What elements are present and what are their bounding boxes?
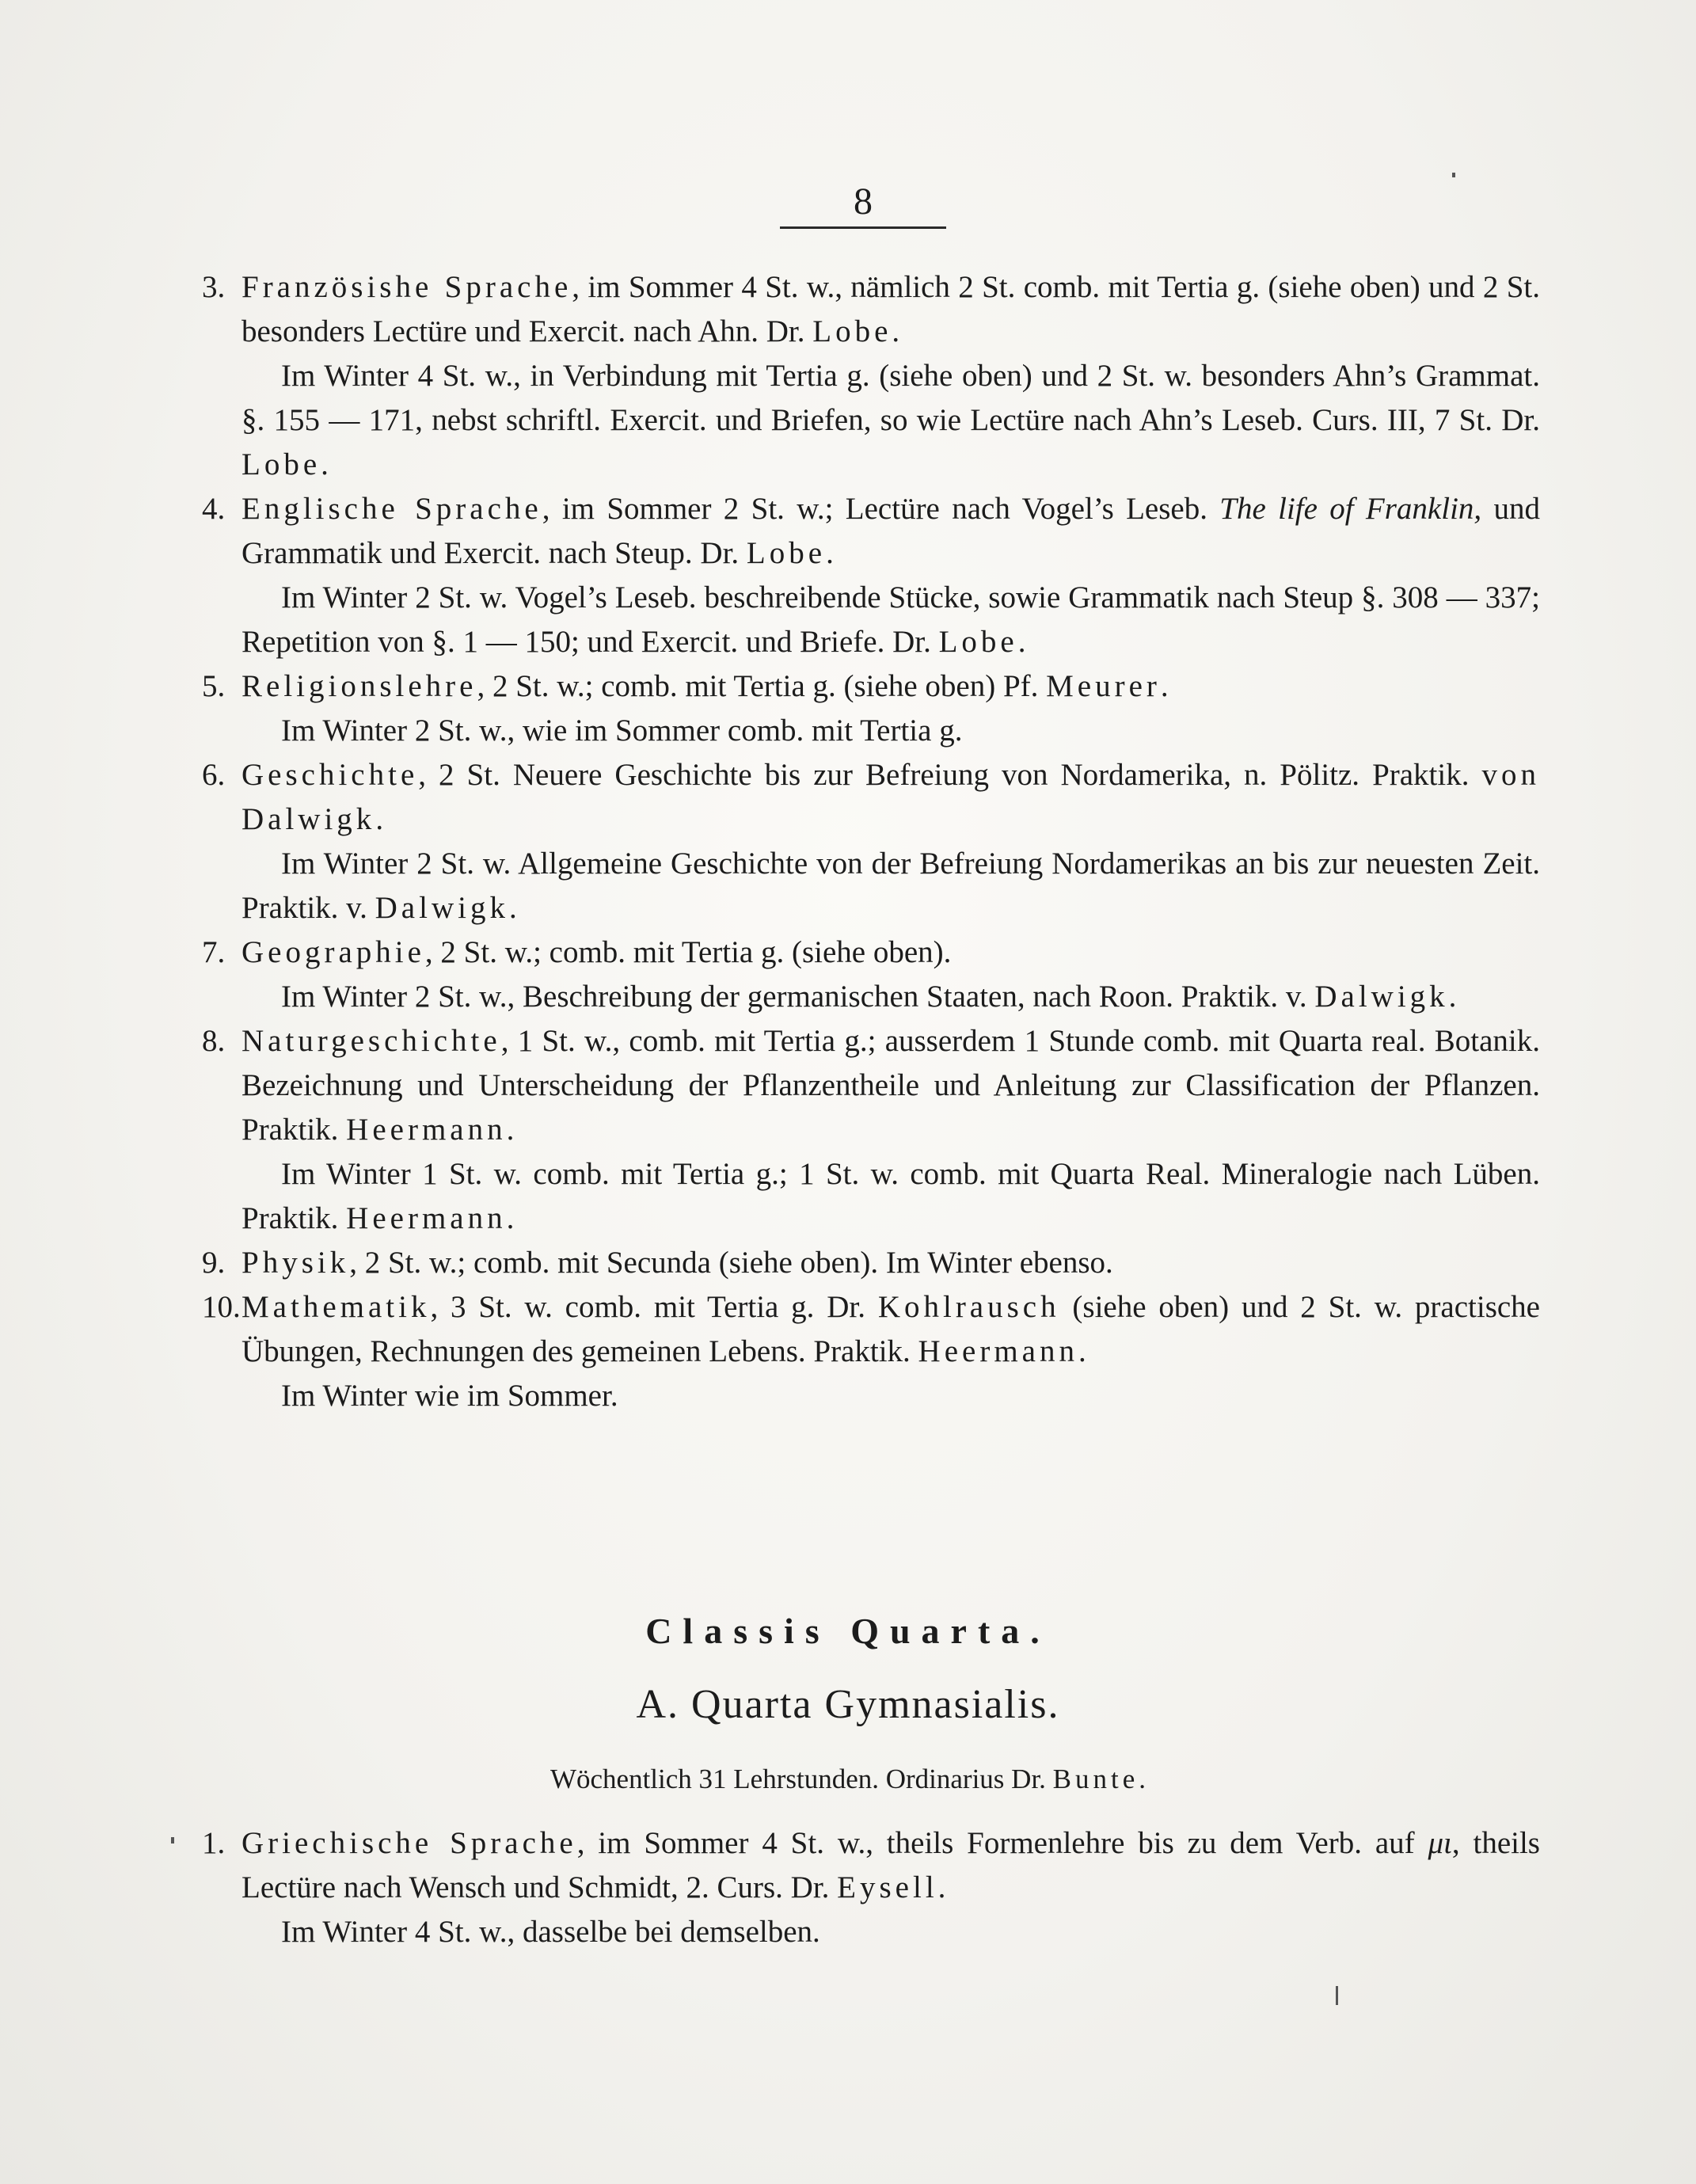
teacher-name: Lobe	[241, 447, 321, 481]
item-number: 8.	[202, 1024, 226, 1058]
winter-tail: .	[321, 447, 329, 481]
list-item	[202, 265, 1540, 354]
item-text-2: (siehe oben) und 2 St. w. practische Übungen, Rechnungen des gemeinen Lebens. Praktik.	[241, 1290, 1540, 1368]
winter-body: Im Winter 1 St. w. comb. mit Tertia g.; 1 St. w. comb. mit Quarta Real. Mineralogie nach Lüben. Praktik.	[241, 1157, 1540, 1235]
teacher-name: Dalwigk	[375, 891, 509, 925]
list-item	[202, 753, 1540, 842]
item-text: , 2 St. w.; comb. mit Secunda (siehe oben). Im Winter ebenso.	[349, 1246, 1113, 1280]
winter-body: Im Winter 4 St. w., dasselbe bei demselben.	[281, 1915, 820, 1949]
winter-text	[202, 576, 1540, 664]
scan-speck	[1336, 1986, 1338, 2005]
list-item	[202, 1821, 1540, 1910]
winter-body: Im Winter 2 St. w., wie im Sommer comb. mit Tertia g.	[281, 713, 963, 748]
winter-body: Im Winter 2 St. w. Vogel’s Leseb. beschreibende Stücke, sowie Grammatik nach Steup §. 308 — 337; Repetition von §. 1 — 150; und Exercit. und Briefe. Dr.	[241, 580, 1540, 659]
item-tail: .	[375, 802, 384, 836]
scan-speck	[1452, 173, 1455, 177]
subject-title: Geographie	[241, 935, 425, 969]
item-text: , im Sommer 2 St. w.; Lectüre nach Vogel’s Leseb.	[542, 492, 1220, 526]
item-text: , 3 St. w. comb. mit Tertia g. Dr.	[430, 1290, 878, 1324]
subject-title: Mathematik	[241, 1290, 431, 1324]
winter-text	[202, 1152, 1540, 1241]
item-number: 7.	[202, 935, 226, 969]
winter-body: Im Winter 2 St. w., Beschreibung der germanischen Staaten, nach Roon. Praktik. v.	[281, 980, 1315, 1014]
subject-title: Französishe Sprache	[241, 270, 572, 304]
item-tail: .	[1160, 669, 1169, 703]
teacher-name: von Dalwigk	[241, 758, 1540, 836]
teacher-name: Heermann	[346, 1201, 507, 1235]
item-text: , 2 St. w.; comb. mit Tertia g. (siehe oben) Pf.	[477, 669, 1047, 703]
course-list	[202, 265, 1540, 1418]
winter-text	[202, 709, 1540, 753]
winter-body: Im Winter 2 St. w. Allgemeine Geschichte von der Befreiung Nordamerikas an bis zur neuesten Zeit. Praktik. v.	[241, 847, 1540, 925]
item-tail: .	[892, 314, 900, 348]
item-text: , 2 St. w.; comb. mit Tertia g. (siehe oben).	[424, 935, 952, 969]
subject-title: Religionslehre	[241, 669, 477, 703]
subject-title: Englische Sprache	[241, 492, 542, 526]
teacher-name: Lobe	[746, 536, 827, 570]
list-item	[202, 1241, 1540, 1285]
winter-text	[202, 842, 1540, 930]
section-heading: Classis Quarta.	[645, 1611, 1051, 1651]
subsection-heading: A. Quarta Gymnasialis.	[636, 1682, 1060, 1727]
teacher-name: Heermann	[346, 1113, 507, 1147]
summary-text: Wöchentlich 31 Lehrstunden. Ordinarius Dr.	[549, 1764, 1053, 1794]
winter-text	[202, 1374, 1540, 1418]
item-number: 9.	[202, 1246, 226, 1280]
item-number: 5.	[202, 669, 226, 703]
book-title: The life of Franklin,	[1219, 492, 1482, 526]
teacher-name: Heermann	[918, 1334, 1078, 1368]
summary-tail: .	[1139, 1764, 1147, 1794]
winter-tail: .	[1448, 980, 1457, 1014]
item-number: 6.	[202, 758, 226, 792]
item-tail: .	[937, 1870, 946, 1904]
winter-tail: .	[508, 891, 517, 925]
subject-title: Griechische Sprache	[241, 1826, 577, 1860]
course-list-quarta	[202, 1821, 1540, 1954]
item-number: 1.	[202, 1826, 226, 1860]
item-tail: .	[826, 536, 834, 570]
winter-text	[202, 354, 1540, 487]
item-number: 10.	[202, 1290, 241, 1324]
winter-body: Im Winter 4 St. w., in Verbindung mit Tertia g. (siehe oben) und 2 St. w. besonders Ahn’s Grammat. §. 155 — 171, nebst schriftl. Exercit. und Briefen, so wie Lectüre nach Ahn’s Leseb. Curs. III, 7 St. Dr.	[241, 359, 1540, 437]
winter-text	[202, 975, 1540, 1019]
item-text: , im Sommer 4 St. w., theils Formenlehre bis zu dem Verb. auf	[576, 1826, 1428, 1860]
winter-text	[202, 1910, 1540, 1954]
winter-body: Im Winter wie im Sommer.	[281, 1379, 618, 1413]
list-item	[202, 930, 1540, 975]
item-tail: .	[1078, 1334, 1086, 1368]
teacher-name: Dalwigk	[1314, 980, 1449, 1014]
item-text-2: und Grammatik und Exercit. nach Steup. Dr.	[241, 492, 1541, 570]
winter-tail: .	[506, 1201, 515, 1235]
winter-tail: .	[1017, 625, 1026, 659]
list-item	[202, 1285, 1540, 1374]
item-number: 4.	[202, 492, 226, 526]
item-number: 3.	[202, 270, 226, 304]
list-item	[202, 1019, 1540, 1152]
scan-speck	[171, 1837, 174, 1843]
subject-title: Physik	[241, 1246, 350, 1280]
page-number-rule	[780, 226, 946, 229]
item-text-2: , theils Lectüre nach Wensch und Schmidt, 2. Curs. Dr.	[241, 1826, 1540, 1904]
item-text: , 1 St. w., comb. mit Tertia g.; ausserdem 1 Stunde comb. mit Quarta real. Botanik. Bezeichnung und Unterscheidung der Pflanzentheile und Anleitung zur Classification der Pflanzen. Praktik.	[241, 1024, 1540, 1147]
list-item	[202, 664, 1540, 709]
item-text: , im Sommer 4 St. w., nämlich 2 St. comb. mit Tertia g. (siehe oben) und 2 St. besonders Lectüre und Exercit. nach Ahn. Dr.	[241, 270, 1540, 348]
teacher-name: Kohlrausch	[877, 1290, 1060, 1324]
teacher-name: Lobe	[938, 625, 1018, 659]
teacher-name: Bunte	[1052, 1764, 1139, 1794]
teacher-name: Meurer	[1046, 669, 1161, 703]
teacher-name: Lobe	[812, 314, 892, 348]
item-tail: .	[506, 1113, 515, 1147]
item-text: , 2 St. Neuere Geschichte bis zur Befreiung von Nordamerika, n. Pölitz. Praktik.	[418, 758, 1482, 792]
schedule-summary	[0, 1760, 1696, 1799]
greek-text: μι	[1428, 1826, 1452, 1860]
teacher-name: Eysell	[837, 1870, 938, 1904]
subject-title: Naturgeschichte	[241, 1024, 501, 1058]
list-item	[202, 487, 1540, 576]
subject-title: Geschichte	[241, 758, 419, 792]
page-number: 8	[854, 181, 873, 223]
